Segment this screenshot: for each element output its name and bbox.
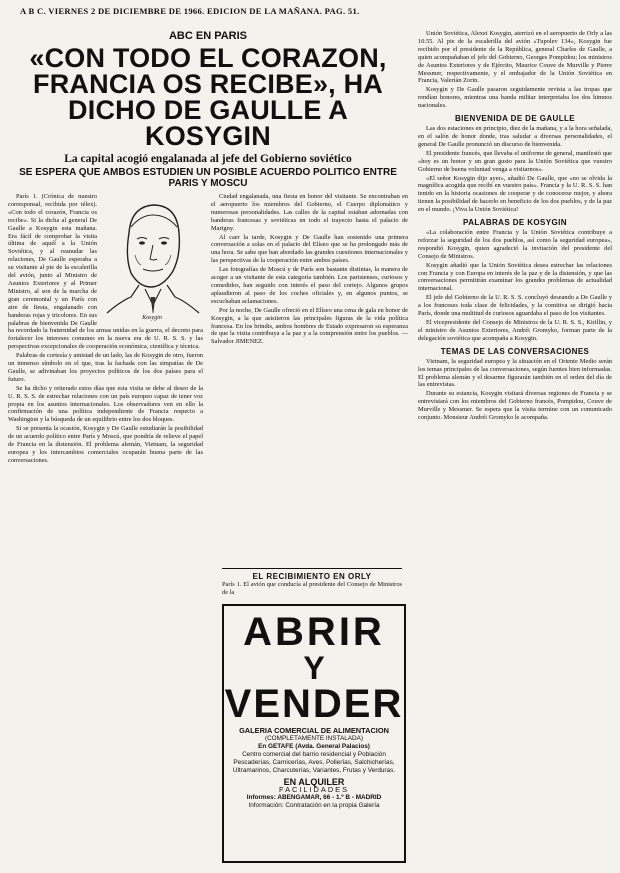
right-column-text bbox=[418, 30, 612, 110]
kosygin-portrait-icon bbox=[101, 193, 203, 315]
ad-contact: Informes: ABENGAMAR, 66 - 1.º B - MADRID bbox=[246, 794, 382, 801]
section-heading-palabras: PALABRAS DE KOSYGIN bbox=[463, 218, 567, 228]
article-paragraph: Las dos estaciones en principio, diez de la mañana, y a la hora señalada, en el salón de honor donde, tras saludar a diversas personalidades, el general De Gaulle pronunció un discurso de bienvenida. bbox=[418, 125, 612, 148]
article-paragraph: Las fotografías de Moscú y de París son bastante distintas, la manera de acoger a un visitante de esta categoría también. Los parisienses, curiosos y comedidos, han seguido con interés el paso del cortejo. Algunos grupos aplaudieron al paso de los coches oficiales y, en algunos puntos, se escuchaban aclamaciones. bbox=[211, 266, 408, 305]
orly-box bbox=[222, 566, 402, 597]
ad-shop-list: Pescaderías, Carnicerías, Aves, Pollerías, Salchicherías, Ultramarinos, Charcuterías, Variantes, Frutas y Verduras. bbox=[232, 759, 396, 774]
article-paragraph: Ciudad engalanada, una fiesta en honor del visitante. Se encontraban en el aeropuerto los miembros del Gobierno, el Cuerpo diplomático y numerosas personalidades. Las calles de la capital estaban adornadas con banderas francesas y soviéticas en todo el trayecto hasta el palacio de Marigny. bbox=[211, 193, 408, 232]
section-heading-temas: TEMAS DE LAS CONVERSACIONES bbox=[440, 346, 590, 356]
ad-rent: EN ALQUILER bbox=[283, 777, 345, 787]
orly-box-text: París 1. El avión que conducía al presidente del Consejo de Ministros de la bbox=[222, 581, 402, 596]
article-kicker: ABC EN PARIS bbox=[168, 30, 248, 42]
portrait-caption: Kosygin bbox=[142, 315, 162, 321]
advertisement bbox=[222, 604, 406, 863]
article-subhead: La capital acogió engalanada al jefe del Gobierno soviético bbox=[64, 153, 352, 165]
article-paragraph: El presidente francés, que llevaba el uniforme de general, manifestó que «hoy es un honor y un gran gusto para la Unión Soviética que vuestro Gobierno de buena voluntad venga a visitarnos». bbox=[418, 149, 612, 173]
ad-line-3: VENDER bbox=[224, 682, 404, 726]
article-paragraph: Si se presenta la ocasión, Kosygin y De Gaulle estudiarán la posibilidad de un acuerdo político entre París y Moscú, que pondría de relieve el papel de Francia en la distensión. El problema alemán, Vietnam, la seguridad europea y los intercambios comerciales ocuparán buena parte de las conversaciones. bbox=[8, 425, 203, 464]
section-heading-bienvenida: BIENVENIDA DE DE GAULLE bbox=[454, 114, 576, 124]
ad-business-name: GALERIA COMERCIAL DE ALIMENTACION bbox=[239, 726, 389, 735]
orly-box-heading: EL RECIBIMIENTO EN ORLY bbox=[222, 568, 402, 581]
article-paragraph: París 1. (Crónica de nuestro corresponsal, recibida por télex). «Con todo el corazón, Francia os recibe». Si la dicha al general De Gaulle a Kosygin esta mañana. Era fácil de comprobar la visita última de aquél a la Unión Soviética, y al reanudar las relaciones, De Gaulle esperaba a su visitante al pie de la escalerilla del avión, junto al Ministro de Asuntos Exteriores y al Primer Ministro, al son de la marcha de gran ceremonial y un París con aire de fiesta, engalanado con banderas rojas y tricolores. En sus palabras de bienvenida De Gaulle ha recordado la fraternidad de los armas unidas en la guerra, el decreto para fortalecer los intereses comunes en la nueva era de U. R. S. S. y las perspectivas excepcionales de cooperación económica, científica y técnica. bbox=[8, 193, 203, 351]
portrait-figure bbox=[101, 193, 203, 325]
article-column-2 bbox=[211, 193, 408, 613]
article-subhead-secondary: SE ESPERA QUE AMBOS ESTUDIEN UN POSIBLE ACUERDO POLITICO ENTRE PARIS Y MOSCU bbox=[19, 167, 397, 189]
article-columns bbox=[8, 193, 408, 613]
article-column-1 bbox=[8, 193, 203, 613]
article-paragraph: «El señor Kosygin dijo ayer», añadió De Gaulle, que «no se olvida la magnífica acogida que recibí en vuestro país». Francia y la U. R. S. S. han tenido en la historia ocasiones de cooperar y de conocerse mejor, y ahora tienen la posibilidad de hacerlo en beneficio de los dos pueblos, y de la paz en el mundo. ¡Viva la Unión Soviética! bbox=[418, 174, 612, 214]
article-paragraph: Unión Soviética, Alexei Kosygin, aterrizó en el aeropuerto de Orly a las 10.55. Al pie de la escalerilla del avión «Tupolev 134», Kosygin fue recibido por el presidente de la República, general Charles de Gaulle, a quien acompañaban el jefe del Gobierno, Georges Pompidou; los ministros de Asuntos Exteriores y de Ejército, Maurice Couve de Murville y Pierre Messmer, respectivamente, y el embajador de la Unión Soviética en Francia, Valerián Zorin. bbox=[418, 30, 612, 85]
article-paragraph: Palabras de cortesía y amistad de un lado, las de Kosygin de otro, fueron un inmenso símbolo en el que, tras la fachada con las simpatías de De Gaulle, se adivinaban los proyectos políticos de los dos países para el futuro. bbox=[8, 352, 203, 383]
article-paragraph: Durante su estancia, Kosygin visitará diversas regiones de Francia y se entrevistará con los miembros del Gobierno francés, Pompidou, Couve de Murville y Messmer. Se espera que la visita termine con un comunicado conjunto. Monsieur Andréi Gromyko le acompaña. bbox=[418, 390, 612, 422]
article-paragraph: Vietnam, la seguridad europea y la situación en el Oriente Medio serán los temas principales de las conversaciones, según fuentes bien informadas. El problema alemán y el desarme figurarán también en el orden del día de las entrevistas. bbox=[418, 357, 612, 389]
article-paragraph: Kosygin y De Gaulle pasaron seguidamente revista a las tropas que rendían honores, mientras una banda militar interpretaba los dos himnos nacionales. bbox=[418, 86, 612, 110]
ad-facilities: FACILIDADES bbox=[278, 785, 350, 794]
ad-description: Centro comercial del barrio residencial y Población bbox=[242, 751, 386, 758]
ad-line-1: ABRIR bbox=[243, 610, 385, 654]
page-header: A B C. VIERNES 2 DE DICIEMBRE DE 1966. EDICION DE LA MAÑANA. PAG. 51. bbox=[20, 6, 360, 16]
article-paragraph: El vicepresidente del Consejo de Ministros de la U. R. S. S., Kirillin, y el ministro de Asuntos Exteriores, Andréi Gromyko, forman parte de la delegación soviética que acompaña a Kosygin. bbox=[418, 319, 612, 342]
article-paragraph: Por la noche, De Gaulle ofreció en el Elíseo una cena de gala en honor de Kosygin, a la que asistieron las principales figuras de la vida política francesa. En los brindis, ambos hombres de Estado expresaron su esperanza de que la visita contribuya a la paz y a la comprensión entre los pueblos. — Salvador JIMENEZ. bbox=[211, 306, 408, 346]
ad-installed-note: (COMPLETAMENTE INSTALADA) bbox=[264, 735, 364, 742]
article-paragraph: «La colaboración entre Francia y la Unión Soviética contribuye a reforzar la seguridad de los dos pueblos, así como la seguridad europea», respondió Kosygin, quien agradeció la invitación del presidente del Consejo de Ministros. bbox=[418, 229, 612, 260]
section-temas-text bbox=[418, 358, 612, 422]
ad-info: Información: Contratación en la propia Galería bbox=[248, 802, 380, 809]
article-paragraph: El jefe del Gobierno de la U. R. S. S. concluyó deseando a De Gaulle y a los franceses toda clase de felicidades, y la comitiva se dirigió hacia París, donde una multitud de curiosos aguardaba el paso de los visitantes. bbox=[418, 294, 612, 318]
article-paragraph: Se ha dicho y reiterado estos días que esta visita se debe al deseo de la U. R. S. S. de estrechar relaciones con un país europeo capaz de tener voz propia en los asuntos internacionales. Los observadores ven en ello la confirmación de una política independiente de Francia respecto a Washington y la búsqueda de un equilibrio entre los dos bloques. bbox=[8, 384, 203, 424]
article-headline: «CON TODO EL CORAZON, FRANCIA OS RECIBE», HA DICHO DE GAULLE A KOSYGIN bbox=[29, 43, 387, 151]
main-article bbox=[8, 30, 408, 613]
article-paragraph: Al caer la tarde, Kosygin y De Gaulle han sostenido una primera conversación a solas en el palacio del Elíseo que se ha prolongado más de una hora. Se sabe que han abordado las grandes cuestiones internacionales y las perspectivas de la cooperación entre ambos países. bbox=[211, 233, 408, 265]
ad-location: En GETAFE (Avda. General Palacios) bbox=[258, 743, 370, 750]
right-column bbox=[418, 30, 612, 423]
section-palabras-text bbox=[418, 229, 612, 343]
section-bienvenida-text bbox=[418, 125, 612, 214]
ad-line-2: Y bbox=[303, 650, 325, 686]
article-paragraph: Kosygin añadió que la Unión Soviética desea estrechar las relaciones con Francia y con Europa en interés de la paz y de la distensión, y que las conversaciones permitirán examinar los grandes problemas de actualidad internacional. bbox=[418, 261, 612, 293]
